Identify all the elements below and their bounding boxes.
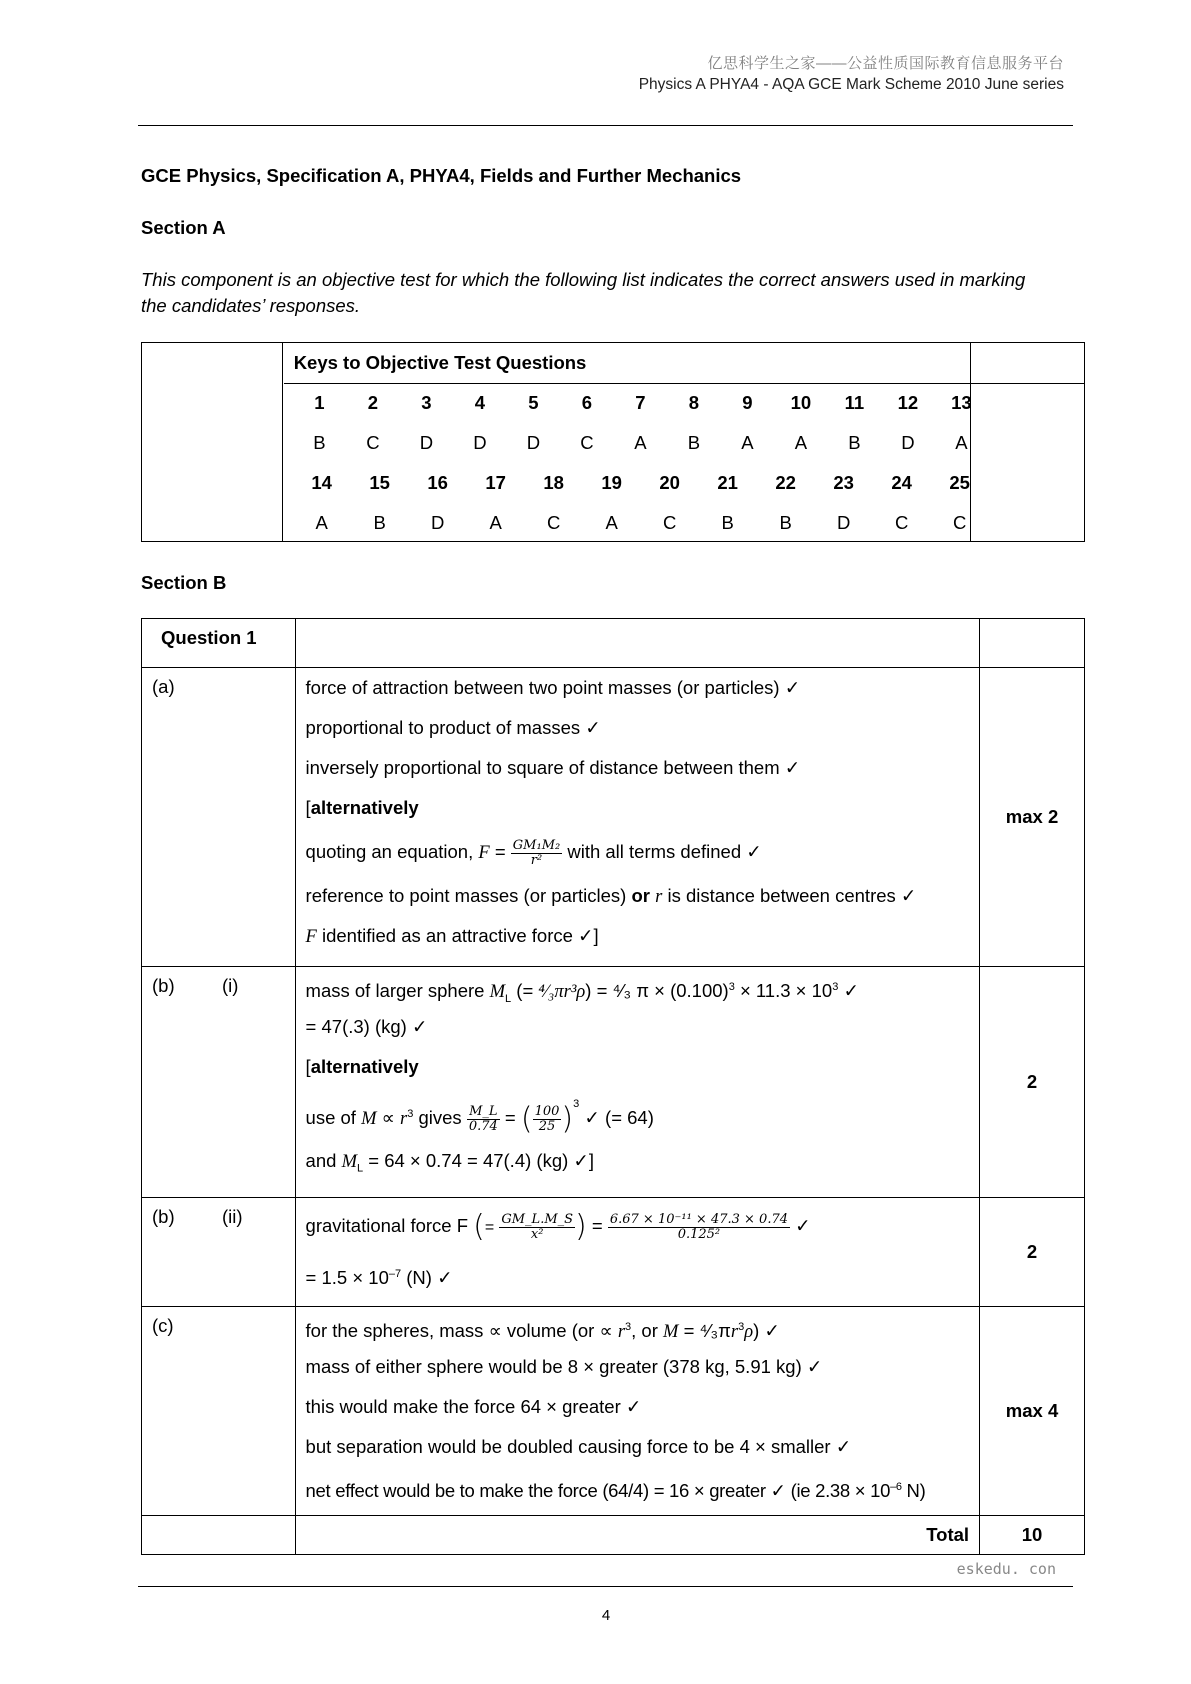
answer-line-result xyxy=(296,1254,980,1294)
key-answer: B xyxy=(779,512,792,533)
l-subscript: L xyxy=(356,1162,364,1175)
part-1bii-sub: (ii) xyxy=(222,1206,243,1227)
key-answer: A xyxy=(634,432,647,453)
total-value: 10 xyxy=(980,1516,1085,1555)
answer-line-equation xyxy=(296,828,980,876)
fraction-denominator: 25 xyxy=(538,1118,556,1134)
answer-line-reference xyxy=(296,876,980,916)
tick: ) ✓ xyxy=(753,1320,780,1342)
page-number: 4 xyxy=(601,1607,611,1624)
eq-prefix: quoting an equation, xyxy=(305,841,479,862)
total-label: Total xyxy=(295,1516,980,1555)
keys-row-numbers-1 xyxy=(293,383,989,423)
key-answer: B xyxy=(313,432,326,453)
r-symbol: r xyxy=(400,1109,408,1130)
row-total xyxy=(142,1516,1085,1555)
fraction-denominator: r² xyxy=(530,852,543,868)
exp: 3 xyxy=(573,1098,580,1110)
key-answer: D xyxy=(419,432,434,453)
prop-symbol: ∝ xyxy=(376,1107,401,1129)
part-1bii-label: (b) xyxy=(152,1206,175,1227)
eq-equals: = xyxy=(484,1219,495,1236)
key-question-number: 6 xyxy=(581,392,593,413)
key-answer: C xyxy=(953,512,967,533)
net-effect-unit: N) xyxy=(901,1480,926,1502)
section-a-heading: Section A xyxy=(141,217,226,238)
result-text: = 1.5 × 10 xyxy=(305,1267,389,1289)
key-answer: D xyxy=(901,432,915,453)
answer-line: but separation would be doubled causing force to be 4 × smaller ✓ xyxy=(305,1436,852,1457)
keys-right-header xyxy=(971,343,1084,384)
answer-1a xyxy=(295,668,980,967)
keys-row-numbers-2 xyxy=(293,463,989,503)
rho-symbol: ρ xyxy=(744,1322,754,1343)
marks-1bi: 2 xyxy=(980,967,1085,1198)
and-text: and xyxy=(305,1150,342,1171)
bracket-open: [ xyxy=(305,1056,311,1077)
eq-f-symbol: F xyxy=(478,843,490,863)
numeric-fraction xyxy=(608,1213,790,1242)
answer-line-force xyxy=(296,1198,980,1254)
key-question-number: 19 xyxy=(601,472,622,493)
question-label: Question 1 xyxy=(142,619,296,668)
key-answer: D xyxy=(837,512,851,533)
fraction-numerator: GM_L.M_S xyxy=(501,1211,574,1227)
final-mass-text: = 64 × 0.74 = 47(.4) (kg) ✓] xyxy=(363,1150,595,1171)
key-answer: B xyxy=(373,512,386,533)
eq-equals: = xyxy=(489,841,511,862)
m-symbol: M xyxy=(663,1322,679,1343)
exp: 3 xyxy=(832,981,839,993)
ratio-fraction xyxy=(467,1105,500,1134)
key-answer: A xyxy=(741,432,754,453)
alternatively-word: alternatively xyxy=(310,1056,419,1077)
key-question-number: 8 xyxy=(688,392,700,413)
ref-text-b: is distance between centres ✓ xyxy=(662,885,917,906)
result-unit: (N) ✓ xyxy=(401,1267,453,1289)
r-symbol: r xyxy=(730,1322,739,1343)
row-1bi xyxy=(142,967,1085,1198)
answer-line: force of attraction between two point masses (or particles) ✓ xyxy=(305,677,801,698)
force-fraction xyxy=(499,1213,575,1242)
paren-close: ) xyxy=(575,1209,587,1245)
key-answer: D xyxy=(473,432,487,453)
bracket-open: [ xyxy=(305,797,311,818)
ref-or: or xyxy=(631,885,650,906)
part-label-1bi xyxy=(142,967,296,1198)
answer-line-alternatively xyxy=(296,788,980,828)
question-header-marks-blank xyxy=(980,619,1085,668)
question-header-row xyxy=(142,619,1085,668)
answer-line: inversely proportional to square of distance between them ✓ xyxy=(305,757,801,778)
keys-row-answers-2 xyxy=(293,503,989,543)
key-question-number: 3 xyxy=(421,392,432,413)
part-label-1c xyxy=(142,1307,296,1516)
mass-open: (= xyxy=(511,980,539,1002)
mass-formula: ⁴⁄₃πr³ρ xyxy=(538,982,586,1003)
key-question-number: 11 xyxy=(844,392,865,413)
answer-line: = 47(.3) (kg) ✓ xyxy=(305,1016,428,1037)
key-answer: C xyxy=(366,432,380,453)
key-answer: C xyxy=(547,512,561,533)
key-question-number: 7 xyxy=(635,392,646,413)
page-title: GCE Physics, Specification A, PHYA4, Fields and Further Mechanics xyxy=(141,165,742,186)
row-1bii xyxy=(142,1198,1085,1307)
net-effect-text: net effect would be to make the force (64/4) = 16 × greater ✓ (ie 2.38 × 10 xyxy=(305,1480,891,1502)
key-answer: B xyxy=(687,432,701,453)
key-question-number: 18 xyxy=(543,472,564,493)
keys-table xyxy=(141,342,1085,542)
keys-row-answers-1 xyxy=(293,423,989,463)
fraction-numerator: M_L xyxy=(467,1105,500,1120)
part-label-1bii xyxy=(142,1198,296,1307)
m-symbol: M xyxy=(361,1109,377,1130)
answer-line-mass xyxy=(296,967,980,1007)
key-question-number: 17 xyxy=(485,472,506,493)
footer-rule xyxy=(138,1586,1073,1587)
tick-64: ✓ (= 64) xyxy=(579,1107,654,1129)
exp: 3 xyxy=(625,1321,632,1333)
answer-line-final-mass xyxy=(296,1141,980,1181)
exp: 3 xyxy=(407,1108,414,1120)
answer-1c xyxy=(295,1307,980,1516)
marks-1a: max 2 xyxy=(980,668,1085,967)
key-question-number: 20 xyxy=(659,472,680,493)
key-question-number: 12 xyxy=(897,392,919,413)
header-site: 亿思科学生之家——公益性质国际教育信息服务平台 xyxy=(707,55,1064,72)
part-label-1a xyxy=(142,668,296,967)
ref-r-symbol: r xyxy=(655,887,663,907)
header-rule xyxy=(138,125,1073,126)
tick: ✓ xyxy=(790,1215,811,1236)
header-subtitle: Physics A PHYA4 - AQA GCE Mark Scheme 2010 June series xyxy=(638,76,1064,93)
formula-text: = ⁴⁄₃π xyxy=(678,1320,731,1342)
fraction-numerator: 100 xyxy=(534,1103,560,1119)
key-question-number: 2 xyxy=(367,392,379,413)
answer-line-volume xyxy=(296,1307,980,1347)
keys-left-cell xyxy=(142,343,283,542)
paren-close: ) xyxy=(561,1101,574,1137)
section-b-heading: Section B xyxy=(141,572,227,593)
answer-line: this would make the force 64 × greater ✓ xyxy=(305,1396,642,1417)
answer-line: mass of either sphere would be 8 × greater (378 kg, 5.91 kg) ✓ xyxy=(305,1356,823,1377)
keys-header xyxy=(284,343,972,384)
gives-text: gives xyxy=(413,1107,467,1129)
key-question-number: 23 xyxy=(833,472,854,493)
marks-1c: max 4 xyxy=(980,1307,1085,1516)
mass-text: mass of larger sphere xyxy=(305,980,490,1002)
gravity-fraction xyxy=(511,839,562,868)
key-question-number: 10 xyxy=(790,392,812,413)
f-symbol: F xyxy=(305,927,317,947)
fraction-denominator: 0.125² xyxy=(677,1226,721,1242)
key-question-number: 9 xyxy=(742,392,753,413)
key-answer: A xyxy=(315,512,328,533)
key-question-number: 5 xyxy=(528,392,539,413)
key-answer: B xyxy=(721,512,734,533)
eq-suffix: with all terms defined ✓ xyxy=(562,841,762,862)
or-text: , or xyxy=(631,1320,664,1342)
keys-main-cell xyxy=(282,343,971,542)
key-question-number: 24 xyxy=(891,472,912,493)
ref-text-a: reference to point masses (or particles) xyxy=(305,885,632,906)
key-answer: C xyxy=(580,432,594,453)
key-answer: A xyxy=(955,432,968,453)
answer-line-proportional xyxy=(296,1087,980,1141)
answer-1bi xyxy=(295,967,980,1198)
part-1bi-sub: (i) xyxy=(222,975,239,996)
key-question-number: 25 xyxy=(949,472,970,493)
volume-text: for the spheres, mass ∝ volume (or ∝ xyxy=(305,1320,618,1342)
radius-fraction xyxy=(533,1105,562,1134)
mass-calc-2: × 11.3 × 10 xyxy=(734,980,833,1002)
section-a-intro: This component is an objective test for which the following list indicates the correct answers used in marking the candidates’ responses. xyxy=(141,269,1026,316)
l-subscript: L xyxy=(505,992,512,1005)
paren-open: ( xyxy=(473,1209,485,1245)
fraction-denominator: x² xyxy=(530,1226,544,1242)
answer-line-net-effect xyxy=(296,1467,980,1507)
key-answer: C xyxy=(663,512,677,533)
marks-table xyxy=(141,618,1085,1555)
r-symbol: r xyxy=(617,1322,626,1343)
answer-line-attractive xyxy=(296,916,980,956)
key-question-number: 16 xyxy=(427,472,448,493)
eq-equals: = xyxy=(499,1107,521,1129)
paren-open: ( xyxy=(520,1101,533,1137)
key-question-number: 13 xyxy=(951,392,972,413)
key-answer: D xyxy=(526,432,541,453)
use-of-text: use of xyxy=(305,1107,362,1129)
part-1c-label: (c) xyxy=(152,1315,174,1336)
m-symbol: M xyxy=(489,982,506,1003)
question-header-blank xyxy=(295,619,980,668)
m-symbol: M xyxy=(341,1152,357,1172)
key-question-number: 15 xyxy=(369,472,390,493)
part-1bi-label: (b) xyxy=(152,975,175,996)
key-question-number: 14 xyxy=(311,472,332,493)
marks-1bii: 2 xyxy=(980,1198,1085,1307)
key-question-number: 22 xyxy=(775,472,796,493)
alternatively-word: alternatively xyxy=(310,797,419,818)
attractive-text: identified as an attractive force ✓] xyxy=(316,925,599,946)
exp: 3 xyxy=(738,1321,745,1333)
tick: ✓ xyxy=(838,980,859,1002)
fraction-numerator: GM₁M₂ xyxy=(512,837,561,853)
key-answer: C xyxy=(895,512,909,533)
exp: –7 xyxy=(388,1268,402,1280)
eq-equals: = xyxy=(586,1215,608,1236)
total-blank xyxy=(142,1516,296,1555)
mass-calc: ) = ⁴⁄₃ π × (0.100) xyxy=(585,980,729,1002)
key-question-number: 21 xyxy=(717,472,738,493)
answer-line: proportional to product of masses ✓ xyxy=(305,717,601,738)
fraction-denominator: 0.74 xyxy=(468,1118,498,1134)
fraction-numerator: 6.67 × 10⁻¹¹ × 47.3 × 0.74 xyxy=(609,1211,788,1227)
key-answer: A xyxy=(605,512,618,533)
row-1a xyxy=(142,668,1085,967)
answer-1bii xyxy=(295,1198,980,1307)
row-1c xyxy=(142,1307,1085,1516)
key-answer: D xyxy=(431,512,445,533)
keys-title: Keys to Objective Test Questions xyxy=(293,352,587,373)
key-question-number: 4 xyxy=(474,392,486,413)
part-1a-label: (a) xyxy=(152,676,175,697)
key-question-number: 1 xyxy=(314,392,325,413)
force-text: gravitational force F xyxy=(305,1215,474,1236)
exp: 3 xyxy=(728,981,735,993)
exp: –6 xyxy=(890,1481,902,1493)
footer-brand: eskedu. con xyxy=(956,1560,1056,1578)
key-answer: A xyxy=(794,432,808,453)
answer-line-alternatively xyxy=(296,1047,980,1087)
key-answer: B xyxy=(848,432,861,453)
key-answer: A xyxy=(489,512,502,533)
